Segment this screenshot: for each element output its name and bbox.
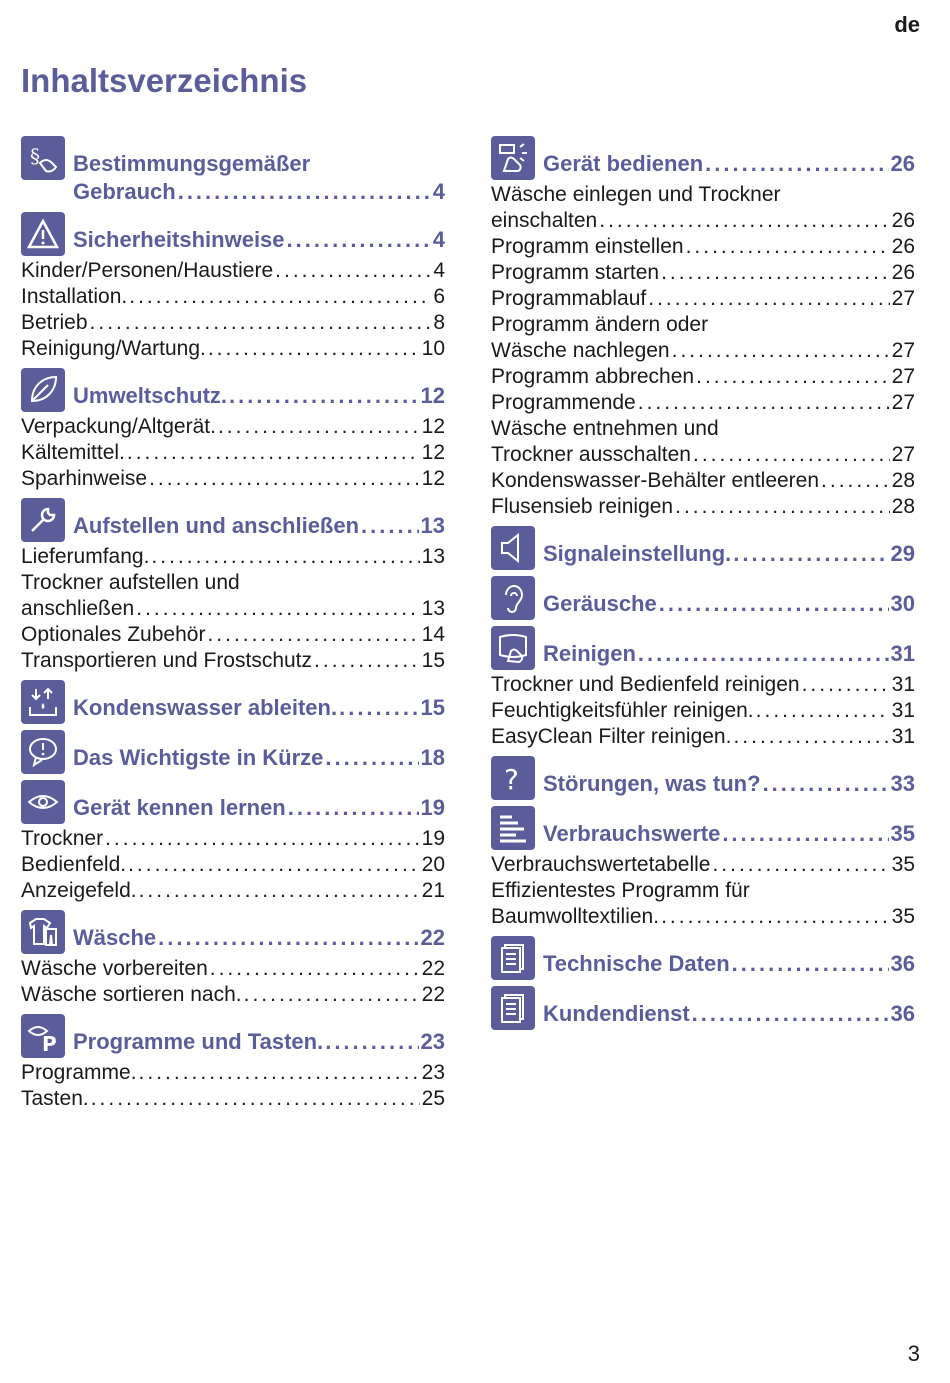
- toc-entry-page: 28: [891, 469, 915, 492]
- dot-leader: [218, 414, 420, 440]
- consumption-bars-icon: [491, 806, 535, 850]
- toc-entry-label: Bedienfeld.: [21, 853, 127, 876]
- toc-entry[interactable]: [491, 494, 915, 520]
- toc-entry-page: 27: [891, 365, 915, 388]
- toc-section-page: 15: [420, 695, 445, 720]
- toc-entry-page: 31: [891, 673, 915, 696]
- question-mark-icon: [491, 756, 535, 800]
- toc-entry[interactable]: [21, 1086, 445, 1112]
- toc-entry-label: Betrieb: [21, 311, 88, 334]
- toc-entry[interactable]: [21, 852, 445, 878]
- svg-text:§: §: [30, 144, 40, 168]
- dot-leader: [705, 150, 888, 178]
- dot-leader: [105, 826, 420, 852]
- toc-entry-page: 27: [891, 339, 915, 362]
- language-code: de: [894, 12, 920, 37]
- toc-entry-label: Anzeigefeld.: [21, 879, 137, 902]
- toc-entry-label: Wäsche vorbereiten: [21, 957, 208, 980]
- dot-leader: [732, 950, 889, 978]
- dot-leader: [722, 820, 888, 848]
- dot-leader: [693, 442, 890, 468]
- toc-entry[interactable]: [21, 544, 445, 570]
- toc-entry-page: 26: [891, 261, 915, 284]
- toc-section-aufstellen-und-anschliessen: [21, 498, 445, 674]
- toc-entry[interactable]: [21, 570, 445, 622]
- toc-section-page: 35: [890, 821, 915, 846]
- toc-entry-label-line1: Programm ändern oder: [491, 313, 709, 336]
- toc-entry[interactable]: [21, 982, 445, 1008]
- toc-section-signaleinstellung: [491, 526, 915, 570]
- toc-entry-label: Lieferumfang.: [21, 545, 150, 568]
- dot-leader: [208, 336, 420, 362]
- toc-section-heading[interactable]: [491, 626, 915, 670]
- toc-entry-page: 23: [421, 1061, 445, 1084]
- toc-entry[interactable]: [491, 286, 915, 312]
- toc-entry-label: Tasten.: [21, 1087, 89, 1110]
- toc-entry-page: 8: [433, 311, 445, 334]
- toc-entry[interactable]: [491, 852, 915, 878]
- toc-entry[interactable]: [491, 468, 915, 494]
- toc-section-heading[interactable]: [21, 730, 445, 774]
- toc-entry-label: Baumwolltextilien.: [491, 905, 660, 928]
- paragraph-hand-icon: [21, 136, 65, 180]
- toc-section-title: Gerät kennen lernen: [73, 795, 286, 820]
- toc-section-kondenswasser-ableiten: [21, 680, 445, 724]
- toc-entry-page: 10: [421, 337, 445, 360]
- toc-entry-label: Verpackung/Altgerät.: [21, 415, 216, 438]
- toc-entry[interactable]: [21, 284, 445, 310]
- toc-section-page: 19: [420, 795, 445, 820]
- toc-entry-label: Trockner und Bedienfeld reinigen: [491, 673, 800, 696]
- toc-entry-label: Kältemittel.: [21, 441, 125, 464]
- dot-leader: [638, 640, 889, 668]
- toc-section-page: 33: [890, 771, 915, 796]
- toc-entry-page: 14: [421, 623, 445, 646]
- toc-section-page: 36: [890, 951, 915, 976]
- dot-leader: [158, 924, 418, 952]
- dot-leader: [128, 852, 420, 878]
- toc-section-technische-daten: [491, 936, 915, 980]
- toc-section-page: 29: [890, 541, 915, 566]
- speech-bubble-icon: [21, 730, 65, 774]
- toc-entry-label: Kondenswasser-Behälter entleeren: [491, 469, 820, 492]
- toc-entry-list: [491, 852, 915, 930]
- svg-text:?: ?: [504, 763, 519, 795]
- toc-section-heading[interactable]: [21, 136, 445, 206]
- dot-leader: [733, 724, 889, 750]
- eye-icon: [21, 780, 65, 824]
- toc-entry[interactable]: [491, 724, 915, 750]
- dot-leader: [244, 982, 420, 1008]
- dot-leader: [339, 694, 418, 722]
- toc-entry-label: Verbrauchswertetabelle: [491, 853, 711, 876]
- toc-entry[interactable]: [21, 648, 445, 674]
- toc-left-column: [21, 136, 445, 1118]
- dot-leader: [314, 648, 420, 674]
- page-number: 3: [907, 1341, 920, 1366]
- toc-entry-label: Programm einstellen: [491, 235, 684, 258]
- toc-entry-label: Transportieren und Frostschutz: [21, 649, 313, 672]
- dot-leader: [661, 260, 890, 286]
- toc-entry[interactable]: [491, 672, 915, 698]
- warning-triangle-icon: [21, 212, 65, 256]
- dot-leader: [599, 208, 889, 234]
- dot-leader: [178, 178, 431, 206]
- toc-entry[interactable]: [491, 364, 915, 390]
- dot-leader: [692, 1000, 889, 1028]
- toc-section-geraet-kennen-lernen: [21, 780, 445, 904]
- toc-section-title: Gerät bedienen: [543, 151, 704, 176]
- toc-entry[interactable]: [21, 1060, 445, 1086]
- toc-section-heading[interactable]: [491, 136, 915, 180]
- toc-entry-label: Programmablauf: [491, 287, 647, 310]
- page-title: Inhaltsverzeichnis: [21, 62, 308, 99]
- shirt-trousers-icon: [21, 910, 65, 954]
- toc-section-umweltschutz: [21, 368, 445, 492]
- toc-section-page: 18: [420, 745, 445, 770]
- toc-entry-page: 27: [891, 443, 915, 466]
- dot-leader: [712, 852, 889, 878]
- toc-section-page: 12: [420, 383, 445, 408]
- hand-operate-icon: [491, 136, 535, 180]
- toc-entry-label: Feuchtigkeitsfühler reinigen.: [491, 699, 754, 722]
- dot-leader: [207, 622, 419, 648]
- toc-section-verbrauchswerte: [491, 806, 915, 930]
- toc-section-das-wichtigste-in-kuerze: [21, 730, 445, 774]
- toc-entry[interactable]: [21, 310, 445, 336]
- toc-entry-label-line1: Wäsche einlegen und Trockner: [491, 183, 781, 206]
- toc-section-title: Geräusche: [543, 591, 657, 616]
- toc-entry-page: 31: [891, 699, 915, 722]
- dot-leader: [361, 512, 418, 540]
- toc-entry-page: 22: [421, 983, 445, 1006]
- toc-section-title: Kondenswasser ableiten.: [73, 695, 338, 720]
- toc-section-page: 23: [420, 1029, 445, 1054]
- toc-section-heading[interactable]: [491, 986, 915, 1030]
- toc-section-page: 31: [890, 641, 915, 666]
- toc-section-programme-und-tasten: [21, 1014, 445, 1112]
- toc-section-reinigen: [491, 626, 915, 750]
- toc-section-kundendienst: [491, 986, 915, 1030]
- dot-leader: [763, 770, 889, 798]
- dot-leader: [90, 310, 432, 336]
- toc-entry-label: Trockner: [21, 827, 104, 850]
- toc-entry-label-line1: Effizientestes Programm für: [491, 879, 750, 902]
- toc-entry[interactable]: [491, 390, 915, 416]
- toc-section-page: 4: [432, 227, 445, 252]
- toc-section-heading[interactable]: [21, 1014, 445, 1058]
- toc-section-heading[interactable]: [21, 680, 445, 724]
- toc-entry[interactable]: [21, 440, 445, 466]
- toc-section-title: Sicherheitshinweise: [73, 227, 285, 252]
- dot-leader: [288, 794, 419, 822]
- wrench-icon: [21, 498, 65, 542]
- toc-section-heading[interactable]: [21, 498, 445, 542]
- toc-entry-page: 21: [421, 879, 445, 902]
- toc-entry-page: 27: [891, 391, 915, 414]
- toc-entry[interactable]: [491, 312, 915, 364]
- dot-leader: [659, 590, 889, 618]
- toc-entry-list: [491, 182, 915, 520]
- toc-section-title: Das Wichtigste in Kürze: [73, 745, 324, 770]
- toc-entry-page: 20: [421, 853, 445, 876]
- toc-entry-page: 6: [433, 285, 445, 308]
- toc-entry-label-line1: Trockner aufstellen und: [21, 571, 240, 594]
- toc-entry-page: 25: [421, 1087, 445, 1110]
- toc-entry-label: Wäsche sortieren nach.: [21, 983, 242, 1006]
- toc-entry[interactable]: [491, 878, 915, 930]
- toc-entry[interactable]: [21, 466, 445, 492]
- toc-entry[interactable]: [21, 258, 445, 284]
- toc-entry-list: [21, 414, 445, 492]
- dot-leader: [661, 904, 890, 930]
- toc-section-heading[interactable]: [21, 910, 445, 954]
- toc-entry-page: 19: [421, 827, 445, 850]
- toc-section-title: Kundendienst: [543, 1001, 690, 1026]
- toc-section-waesche: [21, 910, 445, 1008]
- dot-leader: [127, 440, 420, 466]
- toc-entry-label: Sparhinweise: [21, 467, 148, 490]
- dot-leader: [733, 540, 888, 568]
- toc-entry-page: 28: [891, 495, 915, 518]
- dot-leader: [139, 1060, 420, 1086]
- toc-entry[interactable]: [21, 956, 445, 982]
- toc-entry-label-line1: Wäsche entnehmen und: [491, 417, 719, 440]
- toc-section-page: 4: [432, 179, 445, 204]
- toc-entry-page: 12: [421, 415, 445, 438]
- toc-section-title: Umweltschutz.: [73, 383, 228, 408]
- dot-leader: [129, 284, 431, 310]
- toc-entry[interactable]: [21, 878, 445, 904]
- toc-entry-page: 35: [891, 905, 915, 928]
- leaf-icon: [21, 368, 65, 412]
- toc-entry-list: [21, 1060, 445, 1112]
- dot-leader: [672, 338, 890, 364]
- toc-entry-list: [21, 956, 445, 1008]
- toc-entry-label: Programm starten: [491, 261, 660, 284]
- toc-entry-label: anschließen: [21, 597, 135, 620]
- toc-section-stoerungen-was-tun: [491, 756, 915, 800]
- svg-text:P: P: [42, 1032, 57, 1053]
- document-icon: [491, 986, 535, 1030]
- toc-section-title: Technische Daten: [543, 951, 730, 976]
- toc-section-title-line1: Bestimmungsgemäßer: [73, 151, 311, 176]
- toc-entry-list: [21, 826, 445, 904]
- toc-entry[interactable]: [491, 182, 915, 234]
- toc-section-heading[interactable]: [491, 806, 915, 850]
- dot-leader: [287, 226, 431, 254]
- toc-entry-label: EasyClean Filter reinigen.: [491, 725, 732, 748]
- toc-entry-page: 35: [891, 853, 915, 876]
- toc-section-title: Signaleinstellung.: [543, 541, 732, 566]
- toc-entry-label: einschalten: [491, 209, 598, 232]
- toc-entry-list: [21, 544, 445, 674]
- dot-leader: [638, 390, 890, 416]
- toc-entry-page: 15: [421, 649, 445, 672]
- toc-section-title: Verbrauchswerte: [543, 821, 721, 846]
- dot-leader: [756, 698, 890, 724]
- toc-entry-page: 4: [433, 259, 445, 282]
- ear-icon: [491, 576, 535, 620]
- dot-leader: [210, 956, 420, 982]
- toc-section-heading[interactable]: [491, 576, 915, 620]
- document-icon: [491, 936, 535, 980]
- toc-entry-list: [491, 672, 915, 750]
- toc-entry-label: Reinigung/Wartung.: [21, 337, 206, 360]
- toc-section-page: 22: [420, 925, 445, 950]
- dot-leader: [325, 1028, 418, 1056]
- toc-entry[interactable]: [491, 698, 915, 724]
- toc-section-title: Reinigen: [543, 641, 636, 666]
- toc-entry[interactable]: [21, 414, 445, 440]
- dot-leader: [675, 494, 890, 520]
- toc-section-heading[interactable]: [491, 526, 915, 570]
- toc-entry-label: Programmende: [491, 391, 636, 414]
- toc-entry[interactable]: [491, 260, 915, 286]
- dot-leader: [802, 672, 890, 698]
- toc-section-title: Wäsche: [73, 925, 157, 950]
- toc-section-heading[interactable]: [21, 780, 445, 824]
- toc-entry[interactable]: [21, 622, 445, 648]
- toc-entry-label: Kinder/Personen/Haustiere: [21, 259, 274, 282]
- toc-section-page: 13: [420, 513, 445, 538]
- toc-section-gebrauch: [21, 136, 445, 206]
- toc-entry-page: 13: [421, 545, 445, 568]
- toc-section-heading[interactable]: [21, 368, 445, 412]
- toc-section-title: Gebrauch: [73, 179, 176, 204]
- toc-entry[interactable]: [491, 416, 915, 468]
- eye-p-icon: [21, 1014, 65, 1058]
- dot-leader: [229, 382, 418, 410]
- toc-section-heading[interactable]: [491, 756, 915, 800]
- dot-leader: [275, 258, 431, 284]
- toc-entry-page: 26: [891, 235, 915, 258]
- toc-entry-page: 12: [421, 467, 445, 490]
- toc-entry-page: 13: [421, 597, 445, 620]
- dot-leader: [325, 744, 418, 772]
- dot-leader: [139, 878, 420, 904]
- toc-entry-label: Trockner ausschalten: [491, 443, 691, 466]
- toc-section-geraeusche: [491, 576, 915, 620]
- dot-leader: [648, 286, 889, 312]
- dot-leader: [821, 468, 890, 494]
- toc-entry[interactable]: [21, 826, 445, 852]
- toc-section-heading[interactable]: [491, 936, 915, 980]
- toc-entry-label: Programm abbrechen: [491, 365, 695, 388]
- dot-leader: [686, 234, 890, 260]
- toc-entry-list: [21, 258, 445, 362]
- toc-entry-page: 31: [891, 725, 915, 748]
- toc-section-title: Störungen, was tun?: [543, 771, 761, 796]
- toc-entry-label: Wäsche nachlegen: [491, 339, 670, 362]
- dot-leader: [696, 364, 890, 390]
- dot-leader: [91, 1086, 420, 1112]
- speaker-icon: [491, 526, 535, 570]
- toc-section-page: 26: [890, 151, 915, 176]
- toc-section-page: 30: [890, 591, 915, 616]
- toc-entry-label: Programme.: [21, 1061, 137, 1084]
- water-drain-icon: [21, 680, 65, 724]
- dot-leader: [149, 466, 420, 492]
- toc-entry[interactable]: [491, 234, 915, 260]
- toc-right-column: [491, 136, 915, 1036]
- toc-section-page: 36: [890, 1001, 915, 1026]
- toc-entry-page: 22: [421, 957, 445, 980]
- toc-entry-page: 27: [891, 287, 915, 310]
- toc-entry-label: Flusensieb reinigen: [491, 495, 674, 518]
- dot-leader: [151, 544, 419, 570]
- toc-section-title: Programme und Tasten.: [73, 1029, 324, 1054]
- toc-entry-page: 26: [891, 209, 915, 232]
- toc-section-title: Aufstellen und anschließen: [73, 513, 360, 538]
- toc-section-geraet-bedienen: [491, 136, 915, 520]
- cleaning-hand-icon: [491, 626, 535, 670]
- toc-section-heading[interactable]: [21, 212, 445, 256]
- toc-entry[interactable]: [21, 336, 445, 362]
- dot-leader: [136, 596, 419, 622]
- toc-entry-label: Optionales Zubehör: [21, 623, 206, 646]
- toc-section-sicherheitshinweise: [21, 212, 445, 362]
- toc-entry-label: Installation.: [21, 285, 128, 308]
- toc-entry-page: 12: [421, 441, 445, 464]
